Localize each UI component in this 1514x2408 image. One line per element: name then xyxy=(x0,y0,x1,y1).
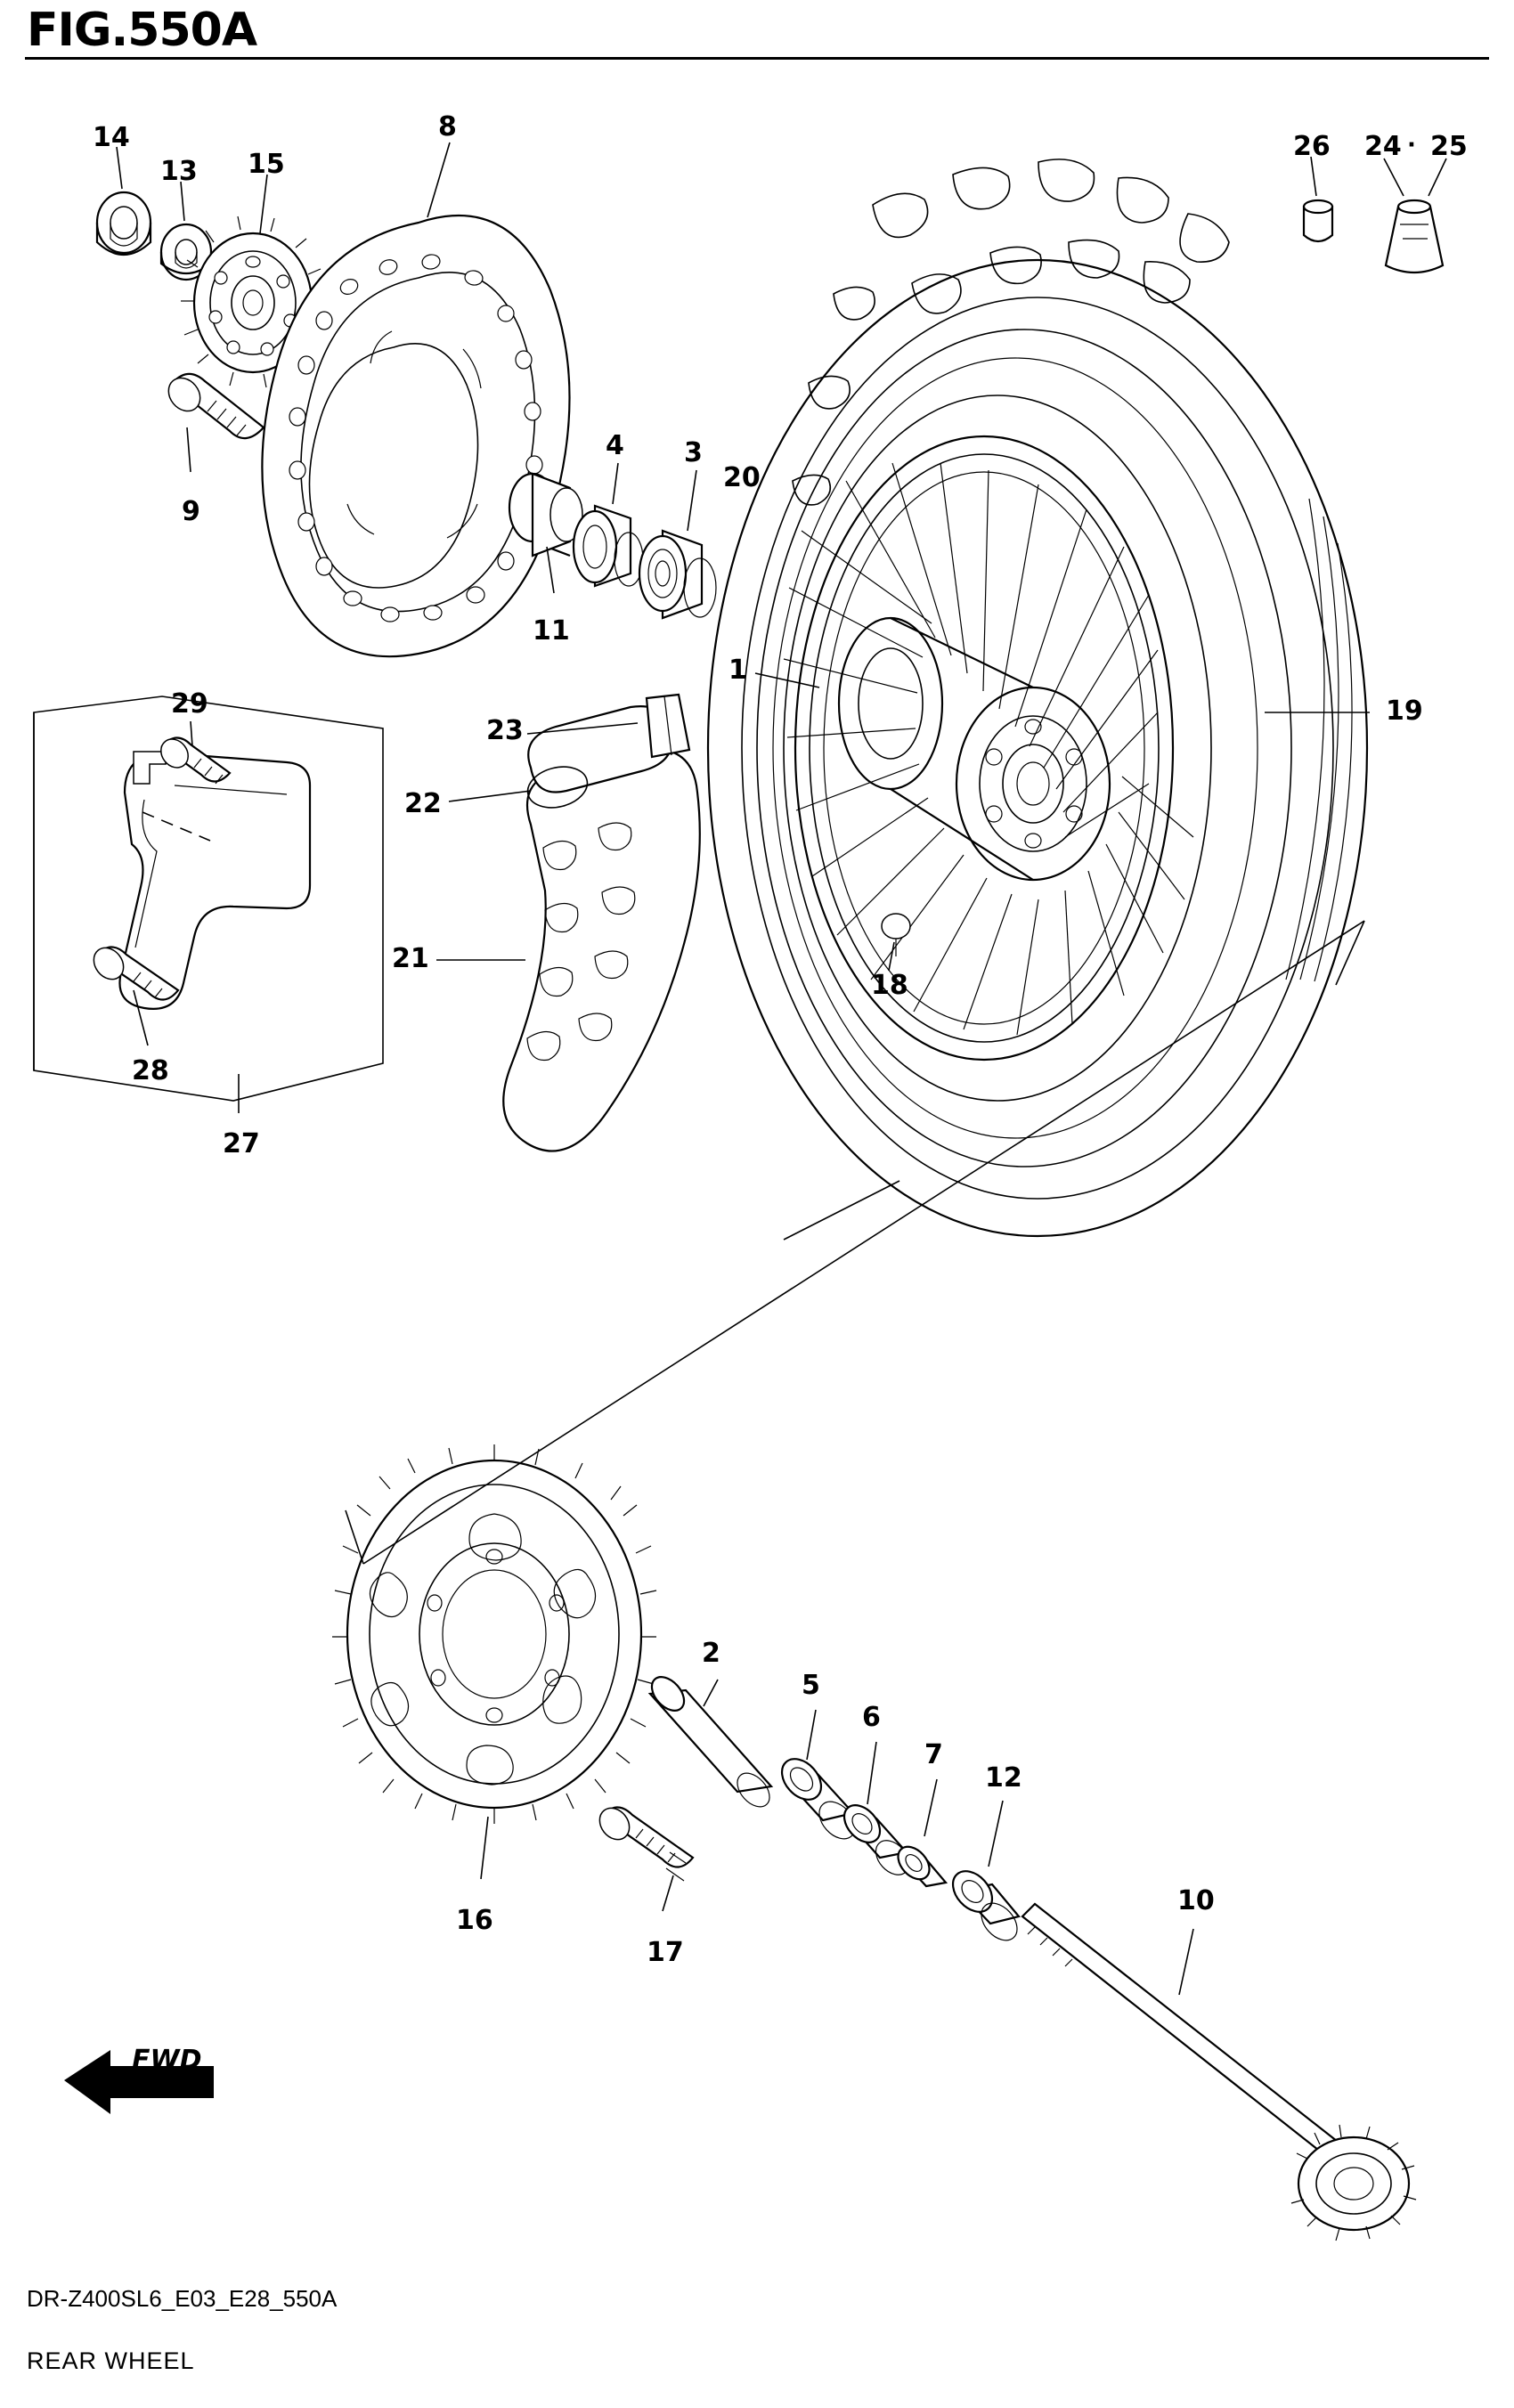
callout-14: 14 xyxy=(93,122,130,153)
callout-12: 12 xyxy=(985,1762,1022,1794)
callout-23: 23 xyxy=(486,715,524,746)
part-4-oil-seal xyxy=(574,506,643,586)
callout-20: 20 xyxy=(723,462,761,493)
callout-1: 1 xyxy=(729,655,747,686)
callout-21: 21 xyxy=(392,943,429,974)
part-3-wheel-bearing xyxy=(639,531,716,618)
part-9-bolt xyxy=(162,371,264,438)
part-27-bracket-assembly xyxy=(34,696,383,1101)
part-26-valve-cap xyxy=(1304,200,1332,241)
fwd-direction-badge xyxy=(55,2032,224,2114)
callout-3: 3 xyxy=(684,437,703,468)
callout-8: 8 xyxy=(438,111,457,142)
part-21-inner-tube xyxy=(503,749,700,1151)
callout-28: 28 xyxy=(132,1055,169,1086)
part-14-nut xyxy=(97,192,151,255)
callout-27: 27 xyxy=(223,1128,260,1159)
figure-name: REAR WHEEL xyxy=(27,2347,195,2374)
callout-15: 15 xyxy=(248,149,285,180)
callout-9: 9 xyxy=(182,496,200,527)
part-23-valve-stem-tube xyxy=(647,695,689,757)
callout-7: 7 xyxy=(924,1739,943,1770)
callout-6: 6 xyxy=(862,1702,881,1733)
callout-2: 2 xyxy=(702,1638,720,1669)
callout-24: 24 xyxy=(1364,131,1402,162)
fwd-label: FWD xyxy=(132,2045,202,2076)
part-12-collar xyxy=(945,1864,1024,1948)
page-title: FIG.550A xyxy=(27,4,257,57)
callout-11: 11 xyxy=(533,615,570,647)
callout-25: 25 xyxy=(1430,131,1468,162)
part-17-sprocket-bolt xyxy=(593,1802,693,1881)
callout-5: 5 xyxy=(802,1670,820,1701)
callout-4: 4 xyxy=(606,430,624,461)
callout-16: 16 xyxy=(456,1905,493,1936)
part-16-rear-sprocket xyxy=(332,1444,656,1824)
callout-19: 19 xyxy=(1386,696,1423,727)
callout-separator: · xyxy=(1407,132,1416,159)
callout-17: 17 xyxy=(647,1937,684,1968)
callout-13: 13 xyxy=(160,156,198,187)
part-24-25-valve-stem xyxy=(1386,200,1443,273)
part-10-rear-axle xyxy=(1022,1904,1416,2241)
callout-26: 26 xyxy=(1293,131,1331,162)
callout-22: 22 xyxy=(404,788,442,819)
callout-18: 18 xyxy=(871,970,908,1001)
callout-10: 10 xyxy=(1177,1885,1215,1916)
callout-29: 29 xyxy=(171,688,208,720)
figure-code: DR-Z400SL6_E03_E28_550A xyxy=(27,2285,338,2312)
